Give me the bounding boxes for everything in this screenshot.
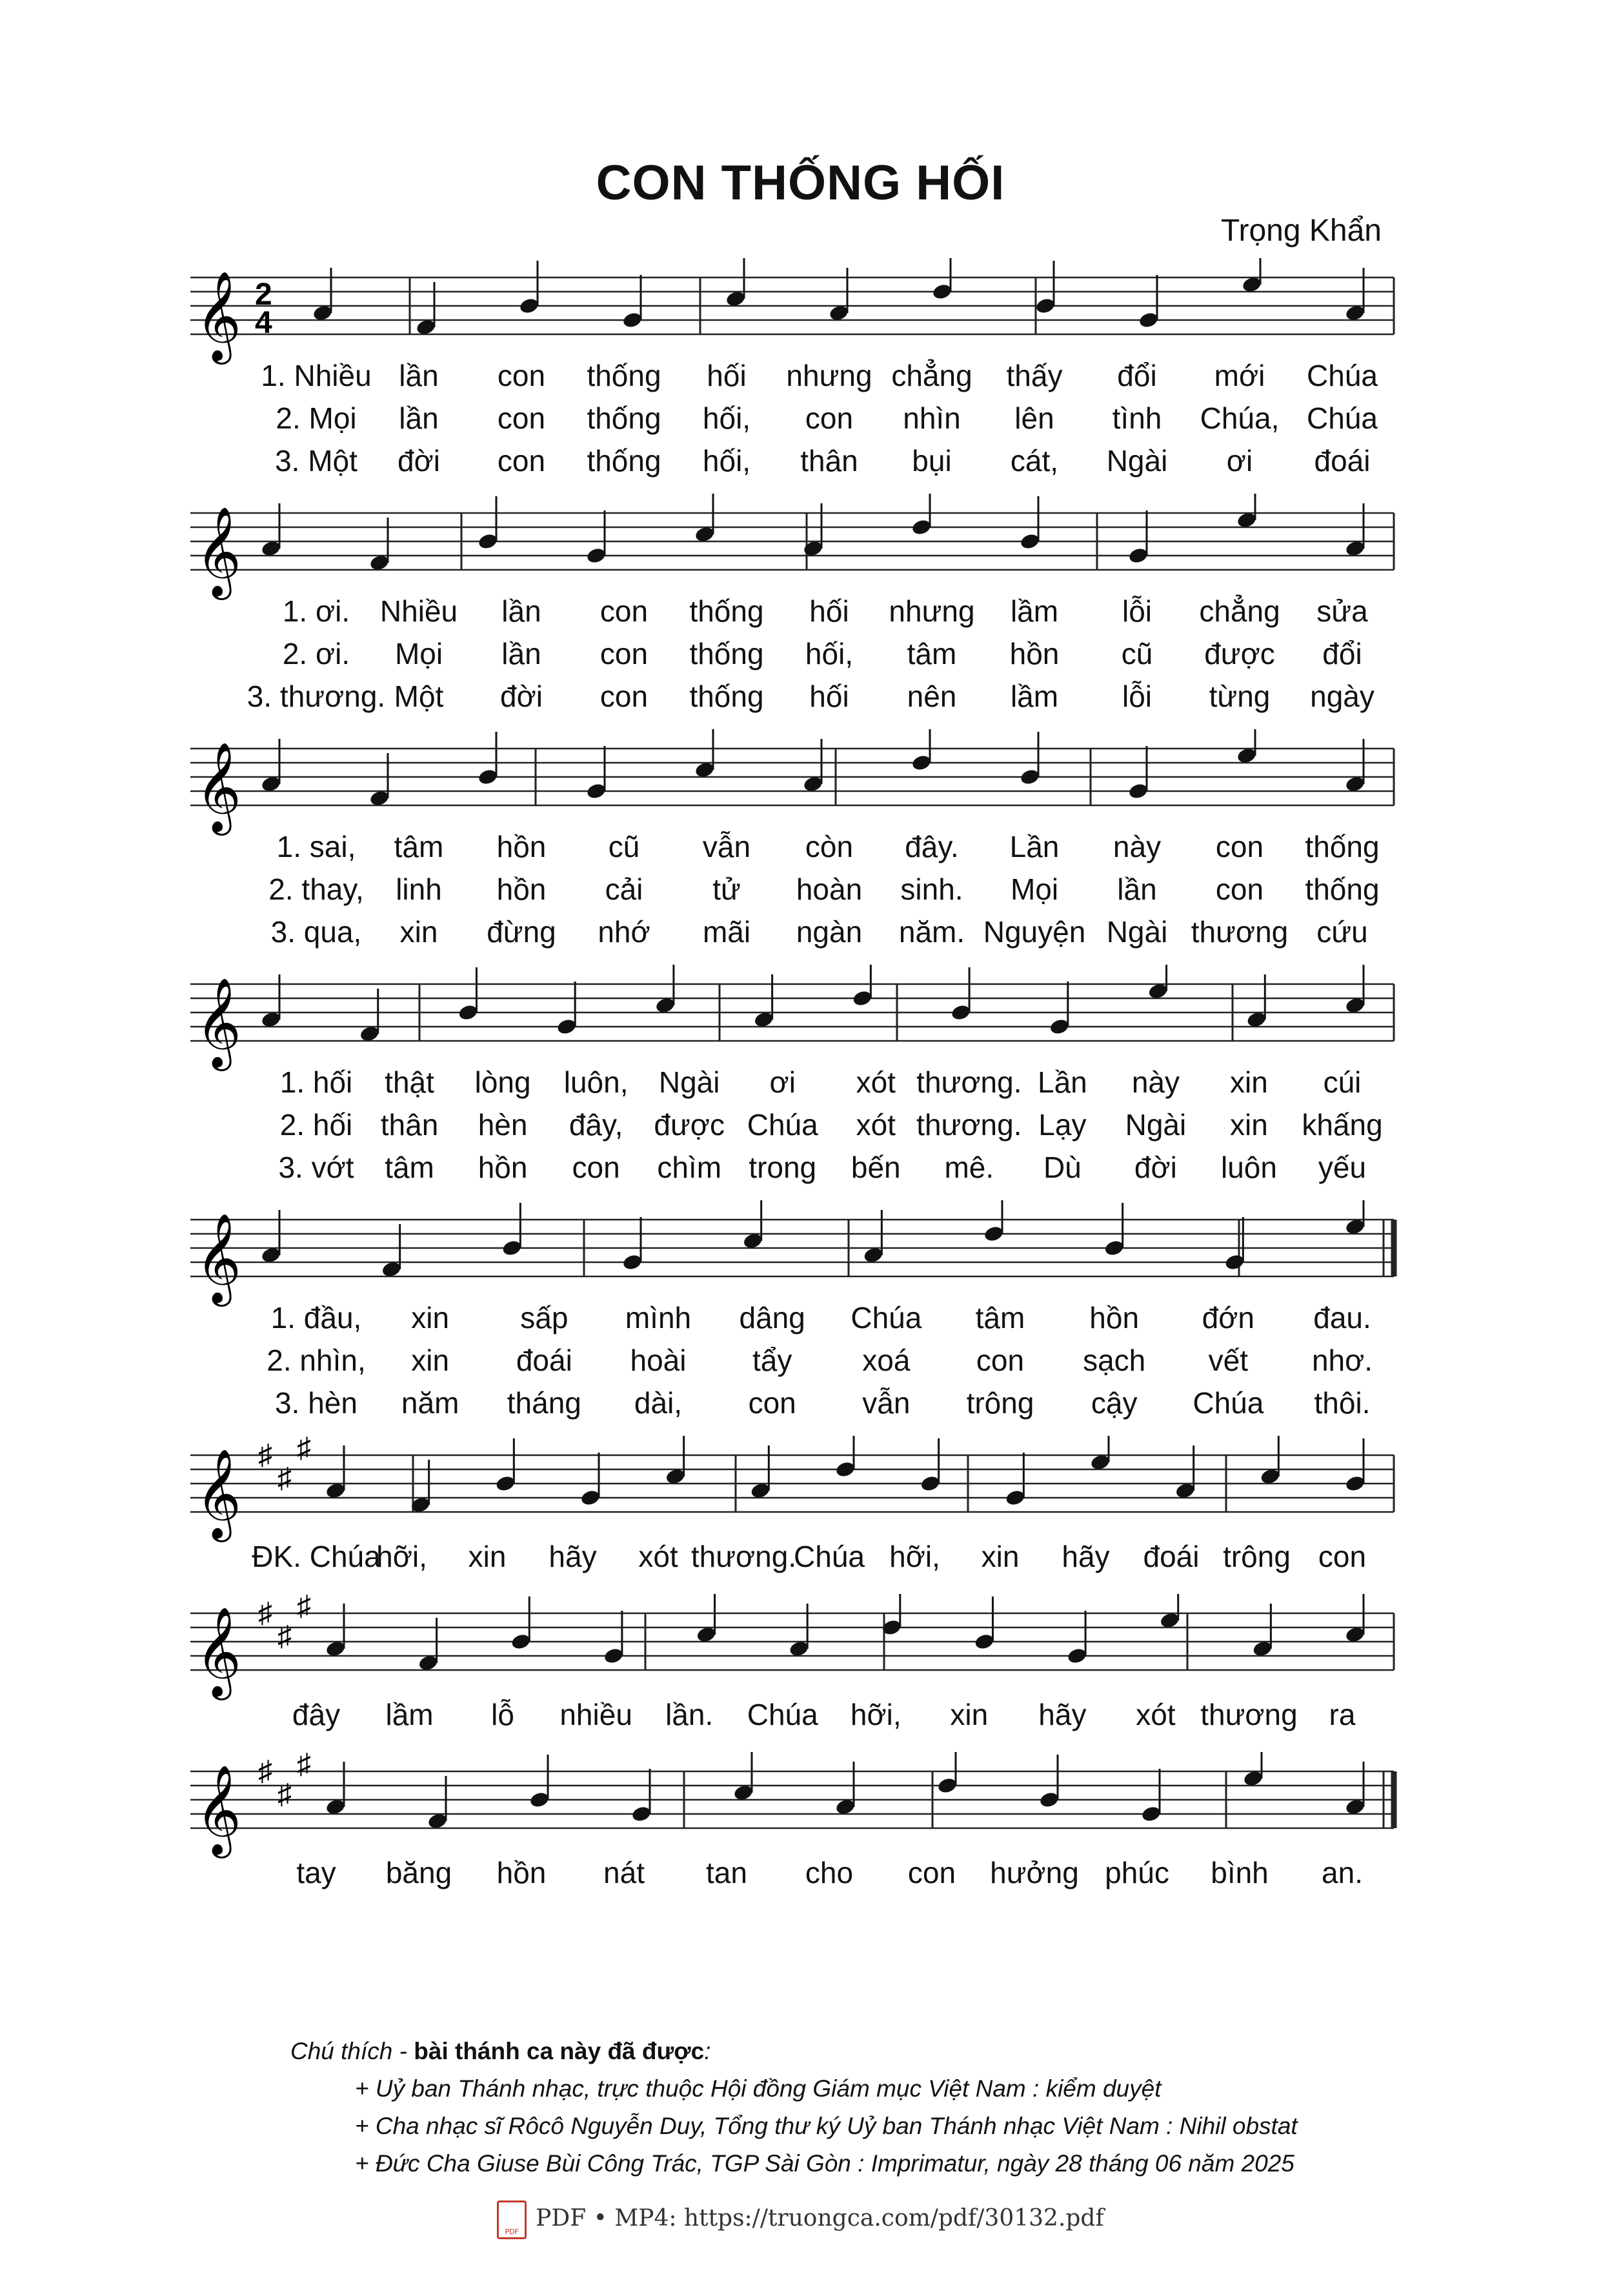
lyric-word: thống <box>1305 872 1380 906</box>
lyric-word: con <box>497 359 546 392</box>
lyric-word: con <box>599 594 649 628</box>
lyric-word: lầm <box>1010 680 1059 713</box>
lyric-word: con <box>599 637 649 670</box>
lyric-word: nhiều <box>559 1698 632 1731</box>
lyric-word: ơi <box>1226 444 1253 478</box>
lyric-word: thân <box>800 444 858 478</box>
lyric-word: con <box>1318 1540 1367 1573</box>
sharp-icon: ♯ <box>258 1439 272 1471</box>
lyric-word: vẫn <box>702 830 751 863</box>
lyric-word: trông <box>966 1386 1034 1420</box>
lyric-line <box>0 679 1601 718</box>
lyric-word: lỗi <box>1122 680 1153 713</box>
lyric-word: 1. sai, <box>276 830 356 863</box>
lyric-word: nát <box>603 1856 645 1889</box>
lyric-word: thương. <box>690 1540 797 1573</box>
sharp-icon: ♯ <box>277 1462 292 1494</box>
lyric-word: cho <box>805 1856 854 1889</box>
lyric-line <box>0 1539 1601 1578</box>
lyric-word: thống <box>587 359 661 392</box>
lyric-word: 3. vớt <box>278 1151 354 1184</box>
lyric-word: xót <box>856 1065 896 1099</box>
lyric-word: xin <box>981 1540 1020 1573</box>
lyric-word: sấp <box>520 1301 569 1334</box>
lyric-word: lỗ <box>491 1698 514 1731</box>
lyric-word: ngày <box>1310 680 1374 713</box>
lyric-word: con <box>748 1386 796 1420</box>
lyric-word: thôi. <box>1314 1386 1371 1420</box>
lyric-word: hãy <box>1062 1540 1110 1573</box>
lyric-word: Lần <box>1037 1065 1087 1099</box>
lyric-word: lần <box>399 359 439 392</box>
time-signature-bottom: 4 <box>255 306 272 340</box>
sharp-icon: ♯ <box>297 1594 311 1622</box>
treble-clef-icon: 𝄞 <box>196 1449 241 1538</box>
lyric-word: con <box>805 401 854 435</box>
lyric-word: xót <box>856 1108 896 1142</box>
lyric-word: lần <box>1117 872 1157 906</box>
sharp-icon: ♯ <box>258 1755 272 1787</box>
lyric-word: 1. Nhiều <box>261 359 372 392</box>
lyric-word: Ngài <box>658 1065 720 1099</box>
lyric-word: hối <box>809 680 849 713</box>
lyric-word: thân <box>380 1108 439 1142</box>
sharp-icon: ♯ <box>297 1436 311 1464</box>
lyric-word: linh <box>396 872 442 906</box>
lyric-word: Lạy <box>1038 1108 1087 1142</box>
lyric-word: cải <box>605 872 643 906</box>
lyric-word: thống <box>689 594 764 628</box>
lyric-word: thấy <box>1006 359 1063 392</box>
lyric-word: từng <box>1209 680 1271 713</box>
lyric-word: xin <box>1230 1108 1268 1142</box>
lyric-word: Chúa <box>1307 401 1378 435</box>
lyric-word: đớn <box>1202 1301 1254 1334</box>
lyric-word: đừng <box>487 915 556 949</box>
lyric-word: con <box>1215 872 1264 906</box>
treble-clef-icon: 𝄞 <box>196 742 241 832</box>
lyric-word: dâng <box>739 1301 805 1334</box>
lyric-word: tâm <box>394 830 444 863</box>
lyric-word: Chúa, <box>1200 401 1280 435</box>
lyric-word: vết <box>1208 1344 1249 1377</box>
notes-bold: bài thánh ca này đã được <box>414 2038 705 2064</box>
lyric-line <box>0 1150 1601 1189</box>
lyric-word: xin <box>468 1540 507 1573</box>
lyric-word: ĐK. Chúa <box>252 1540 381 1573</box>
lyric-word: lòng <box>474 1065 531 1099</box>
lyric-word: xin <box>411 1301 450 1334</box>
lyric-word: nhưng <box>889 594 975 628</box>
lyric-line <box>0 636 1601 675</box>
footer-link[interactable] <box>0 2200 1601 2239</box>
lyric-word: hối <box>809 594 849 628</box>
lyric-word: yếu <box>1318 1151 1367 1184</box>
lyric-line <box>0 872 1601 911</box>
lyric-word: xin <box>950 1698 989 1731</box>
lyric-word: Mọi <box>394 637 443 670</box>
lyric-word: xoá <box>862 1344 911 1377</box>
lyric-word: hèn <box>478 1108 528 1142</box>
lyric-word: đời <box>1134 1151 1177 1184</box>
lyric-word: đau. <box>1313 1301 1371 1334</box>
lyric-word: đời <box>500 680 543 713</box>
lyric-word: xin <box>1230 1065 1268 1099</box>
lyric-line <box>0 594 1601 632</box>
lyric-word: thương. <box>916 1065 1022 1099</box>
lyric-word: cứu <box>1316 915 1368 949</box>
sharp-icon: ♯ <box>277 1620 292 1652</box>
treble-clef-icon: 𝄞 <box>196 978 241 1067</box>
pdf-icon <box>497 2200 527 2239</box>
lyric-word: nhưng <box>786 359 872 392</box>
lyric-word: bình <box>1211 1856 1269 1889</box>
lyric-word: xót <box>638 1540 678 1573</box>
lyric-word: cát, <box>1010 444 1059 478</box>
lyric-word: 2. thay, <box>268 872 364 906</box>
lyric-word: hoài <box>630 1344 687 1377</box>
lyric-word: 2. hối <box>279 1108 353 1142</box>
lyric-word: được <box>1204 637 1275 670</box>
lyric-word: thống <box>1305 830 1380 863</box>
lyric-word: 1. ơi. <box>282 594 350 628</box>
lyric-word: mê. <box>944 1151 994 1184</box>
lyric-line <box>0 443 1601 482</box>
lyric-word: Nhiều <box>379 594 458 628</box>
footer-text: PDF • MP4: https://truongca.com/pdf/30132.pdf <box>536 2205 1104 2231</box>
lyric-word: đây. <box>905 830 959 863</box>
treble-clef-icon: 𝄞 <box>196 271 241 361</box>
lyric-word: tâm <box>385 1151 434 1184</box>
lyric-word: hồn <box>496 830 547 863</box>
lyric-word: tay <box>296 1856 336 1889</box>
lyric-word: hối, <box>702 444 751 478</box>
lyric-word: sạch <box>1083 1344 1146 1377</box>
lyric-word: vẫn <box>862 1386 911 1420</box>
lyric-word: tâm <box>975 1301 1025 1334</box>
lyric-word: nhơ. <box>1311 1344 1373 1377</box>
lyric-word: 1. đầu, <box>270 1301 362 1334</box>
lyric-word: hãy <box>549 1540 597 1573</box>
lyric-word: lên <box>1014 401 1054 435</box>
lyric-word: tan <box>706 1856 747 1889</box>
lyric-word: hối, <box>702 401 751 435</box>
lyric-word: thương. <box>916 1108 1022 1142</box>
lyric-word: này <box>1113 830 1162 863</box>
lyric-word: cúi <box>1323 1065 1362 1099</box>
lyric-word: ra <box>1329 1698 1356 1731</box>
sharp-icon: ♯ <box>258 1597 272 1629</box>
lyric-word: mãi <box>702 915 751 949</box>
lyric-word: hưởng <box>990 1856 1079 1889</box>
composer-name: Trọng Khẩn <box>1220 214 1382 248</box>
lyric-word: con <box>497 401 546 435</box>
lyric-word: 3. thương. <box>247 680 386 713</box>
lyric-word: Một <box>394 680 444 713</box>
lyric-line <box>0 1343 1601 1382</box>
lyric-word: thương <box>1191 915 1289 949</box>
lyric-word: sinh. <box>900 872 963 906</box>
lyric-word: 3. qua, <box>270 915 362 949</box>
lyric-word: Dù <box>1043 1151 1082 1184</box>
lyric-line <box>0 401 1601 439</box>
lyric-word: bụi <box>912 444 952 478</box>
lyric-word: con <box>1215 830 1264 863</box>
lyric-word: đổi <box>1322 637 1362 670</box>
lyric-word: chìm <box>657 1151 722 1184</box>
sharp-icon: ♯ <box>297 1752 311 1780</box>
lyric-word: hỡi, <box>376 1540 427 1573</box>
lyric-word: Chúa <box>1193 1386 1264 1420</box>
notes-colon: : <box>704 2038 711 2064</box>
lyric-word: chẳng <box>891 359 972 392</box>
time-signature-top: 2 <box>255 277 272 312</box>
lyric-word: 3. hèn <box>275 1386 357 1420</box>
lyric-word: 2. nhìn, <box>267 1344 366 1377</box>
lyric-word: Chúa <box>747 1108 818 1142</box>
lyric-word: ơi <box>769 1065 796 1099</box>
lyric-word: Chúa <box>794 1540 865 1573</box>
notes-line-1: + Uỷ ban Thánh nhạc, trực thuộc Hội đồng Giám mục Việt Nam : kiểm duyệt <box>355 2075 1162 2102</box>
lyric-word: hãy <box>1038 1698 1087 1731</box>
lyric-word: năm <box>401 1386 459 1420</box>
lyric-word: an. <box>1322 1856 1363 1889</box>
lyric-word: ngàn <box>796 915 863 949</box>
approval-notes <box>290 2033 1452 2182</box>
lyric-line <box>0 1697 1601 1736</box>
lyric-word: thống <box>587 401 661 435</box>
lyric-word: hồn <box>1089 1301 1140 1334</box>
lyric-word: 2. ơi. <box>282 637 350 670</box>
lyric-word: tâm <box>907 637 957 670</box>
lyric-word: 3. Một <box>275 444 357 478</box>
lyric-line <box>0 829 1601 868</box>
sharp-icon: ♯ <box>277 1778 292 1810</box>
lyric-word: nhớ <box>598 915 650 949</box>
lyric-word: hồn <box>1009 637 1060 670</box>
treble-clef-icon: 𝄞 <box>196 1765 241 1855</box>
lyric-word: mới <box>1214 359 1265 392</box>
treble-clef-icon: 𝄞 <box>196 1607 241 1697</box>
lyric-word: thật <box>385 1065 434 1099</box>
lyric-word: năm. <box>898 915 965 949</box>
lyric-word: đoái <box>1314 444 1371 478</box>
lyric-word: thống <box>689 637 764 670</box>
lyric-word: lần. <box>665 1698 714 1731</box>
lyric-word: thống <box>689 680 764 713</box>
lyric-word: con <box>907 1856 956 1889</box>
lyric-word: trong <box>749 1151 817 1184</box>
lyric-word: Ngài <box>1106 444 1168 478</box>
lyric-word: tử <box>712 872 741 906</box>
lyric-word: tháng <box>507 1386 581 1420</box>
song-title: CON THỐNG HỐI <box>596 156 1005 210</box>
notes-label: Chú thích - <box>290 2038 414 2064</box>
lyric-word: hối, <box>805 637 854 670</box>
lyric-word: lầm <box>1010 594 1059 628</box>
lyric-word: Ngài <box>1125 1108 1187 1142</box>
lyric-word: cũ <box>1121 637 1153 670</box>
lyric-word: hồn <box>478 1151 528 1184</box>
lyric-word: Chúa <box>1307 359 1378 392</box>
lyric-word: con <box>599 680 649 713</box>
lyric-word: phúc <box>1105 1856 1169 1889</box>
lyric-word: hỡi, <box>850 1698 901 1731</box>
lyric-word: hồn <box>496 872 547 906</box>
lyric-word: Mọi <box>1010 872 1059 906</box>
lyric-word: hối <box>707 359 747 392</box>
lyric-word: 2. Mọi <box>276 401 357 435</box>
lyric-word: đây, <box>569 1108 623 1142</box>
lyric-word: bến <box>851 1151 901 1184</box>
lyric-word: này <box>1131 1065 1180 1099</box>
lyric-word: Ngài <box>1106 915 1168 949</box>
lyric-word: tẩy <box>752 1344 792 1377</box>
lyric-word: chẳng <box>1199 594 1280 628</box>
lyric-word: xin <box>399 915 438 949</box>
lyric-word: 1. hối <box>279 1065 353 1099</box>
lyric-word: xin <box>411 1344 450 1377</box>
lyric-word: luôn <box>1220 1151 1277 1184</box>
lyric-word: còn <box>805 830 854 863</box>
lyric-word: Chúa <box>851 1301 922 1334</box>
lyric-word: tình <box>1112 401 1162 435</box>
lyric-word: con <box>976 1344 1025 1377</box>
lyric-word: sửa <box>1316 594 1368 628</box>
lyric-word: được <box>654 1108 725 1142</box>
lyric-line <box>0 1385 1601 1424</box>
lyric-line <box>0 1300 1601 1339</box>
lyric-word: đổi <box>1117 359 1157 392</box>
lyric-word: xót <box>1136 1698 1176 1731</box>
lyric-word: thống <box>587 444 661 478</box>
lyric-word: nên <box>907 680 957 713</box>
lyric-word: lầm <box>385 1698 434 1731</box>
lyric-word: thương <box>1200 1698 1298 1731</box>
lyric-word: luôn, <box>563 1065 629 1099</box>
lyric-word: con <box>497 444 546 478</box>
lyric-word: hỡi, <box>889 1540 940 1573</box>
lyric-word: lần <box>501 594 541 628</box>
notes-line-3: + Đức Cha Giuse Bùi Công Trác, TGP Sài Gòn : Imprimatur, ngày 28 tháng 06 năm 2025 <box>355 2150 1294 2177</box>
lyric-word: băng <box>385 1856 452 1889</box>
lyric-word: Lần <box>1009 830 1060 863</box>
lyric-word: hồn <box>496 1856 547 1889</box>
lyric-word: hoàn <box>796 872 863 906</box>
treble-clef-icon: 𝄞 <box>196 1213 241 1303</box>
treble-clef-icon: 𝄞 <box>196 507 241 596</box>
lyric-word: nhìn <box>903 401 961 435</box>
lyric-word: đoái <box>516 1344 572 1377</box>
lyric-word: đây <box>292 1698 341 1731</box>
lyric-word: lỗi <box>1122 594 1153 628</box>
lyric-word: khấng <box>1302 1108 1383 1142</box>
lyric-word: Chúa <box>747 1698 818 1731</box>
lyric-word: lần <box>501 637 541 670</box>
lyric-word: trông <box>1223 1540 1291 1573</box>
lyric-word: con <box>572 1151 620 1184</box>
lyric-word: đời <box>398 444 440 478</box>
lyric-word: mình <box>625 1301 692 1334</box>
lyric-word: Nguyện <box>983 915 1086 949</box>
lyric-word: đoái <box>1143 1540 1200 1573</box>
lyric-line <box>0 914 1601 953</box>
lyric-word: dài, <box>634 1386 683 1420</box>
lyric-line <box>0 1107 1601 1146</box>
lyric-word: lần <box>399 401 439 435</box>
notes-line-2: + Cha nhạc sĩ Rôcô Nguyễn Duy, Tổng thư ký Uỷ ban Thánh nhạc Việt Nam : Nihil obstat <box>355 2113 1298 2139</box>
lyric-line <box>0 1065 1601 1103</box>
lyric-word: cậy <box>1091 1386 1138 1420</box>
lyric-line <box>0 358 1601 397</box>
lyric-line <box>0 1855 1601 1894</box>
lyric-word: cũ <box>608 830 640 863</box>
